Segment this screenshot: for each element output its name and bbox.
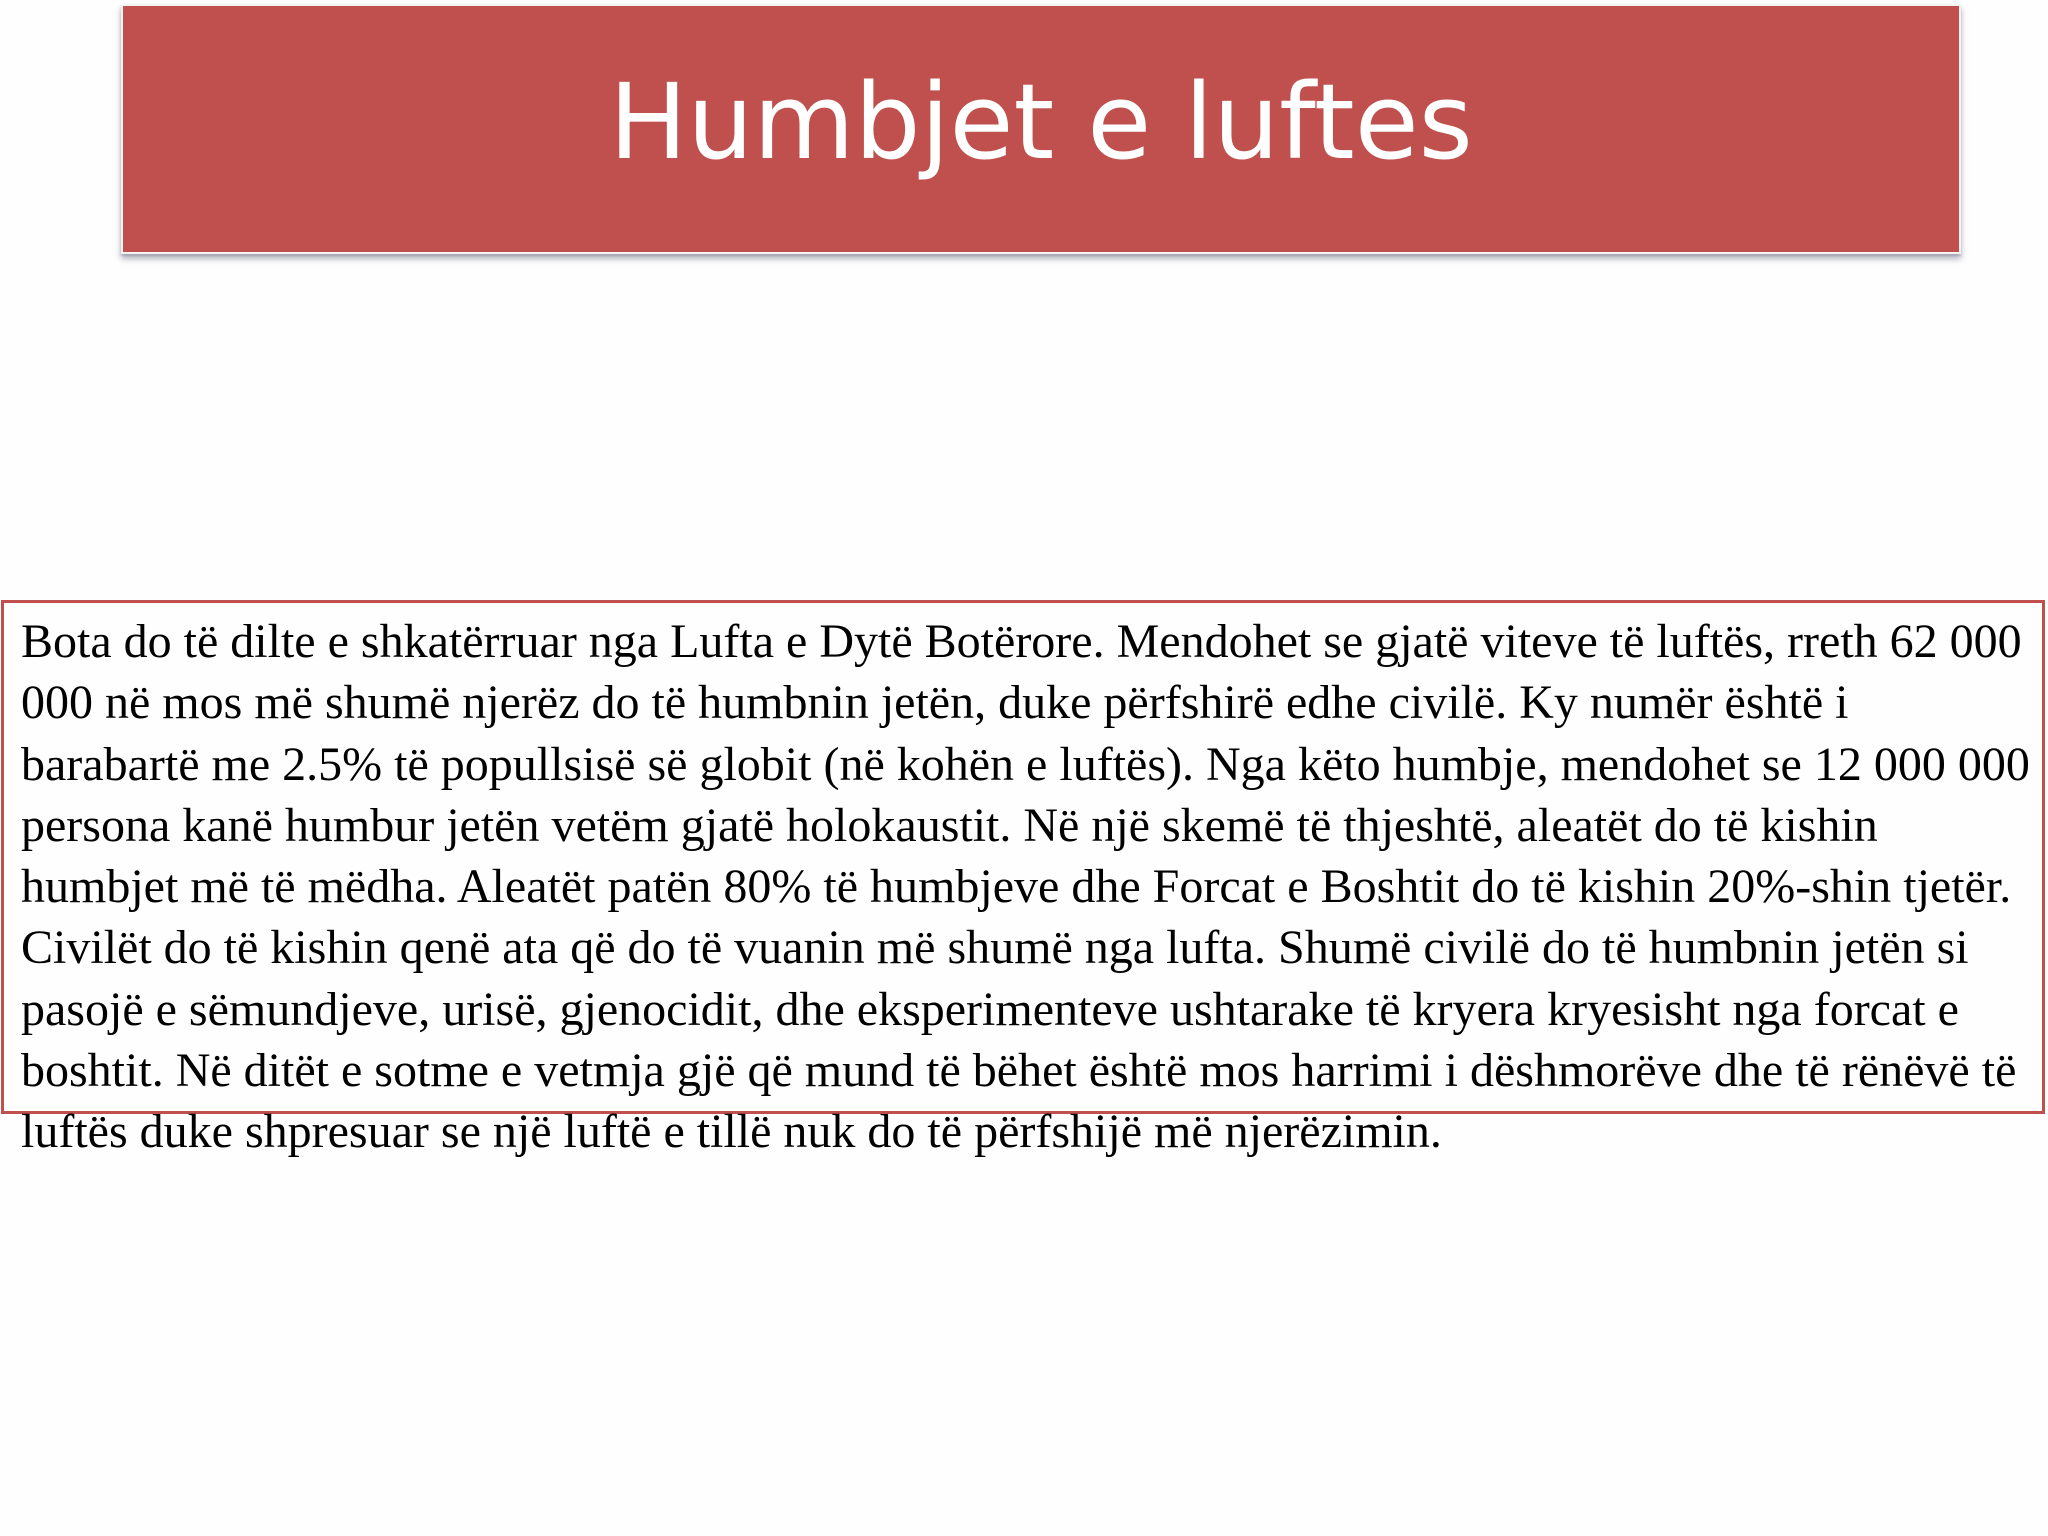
slide-title: Humbjet e luftes (609, 61, 1473, 183)
title-banner (121, 4, 1961, 254)
slide-body-text: Bota do të dilte e shkatërruar nga Lufta e Dytë Botërore. Mendohet se gjatë viteve të luftës, rreth 62 000 000 në mos më shumë njerëz do të humbnin jetën, duke përfshirë edhe civilë. Ky numër është i barabartë me 2.5% të popullsisë së globit (në kohën e luftës). Nga këto humbje, mendohet se 12 000 000 persona kanë humbur jetën vetëm gjatë holokaustit. Në një skemë të thjeshtë, aleatët do të kishin humbjet më të mëdha. Aleatët patën 80% të humbjeve dhe Forcat e Boshtit do të kishin 20%-shin tjetër. Civilët do të kishin qenë ata që do të vuanin më shumë nga lufta. Shumë civilë do të humbnin jetën si pasojë e sëmundjeve, urisë, gjenocidit, dhe eksperimenteve ushtarake të kryera kryesisht nga forcat e boshtit. Në ditët e sotme e vetmja gjë që mund të bëhet është mos harrimi i dëshmorëve dhe të rënëvë të luftës duke shpresuar se një luftë e tillë nuk do të përfshijë më njerëzimin. (21, 615, 2030, 1159)
